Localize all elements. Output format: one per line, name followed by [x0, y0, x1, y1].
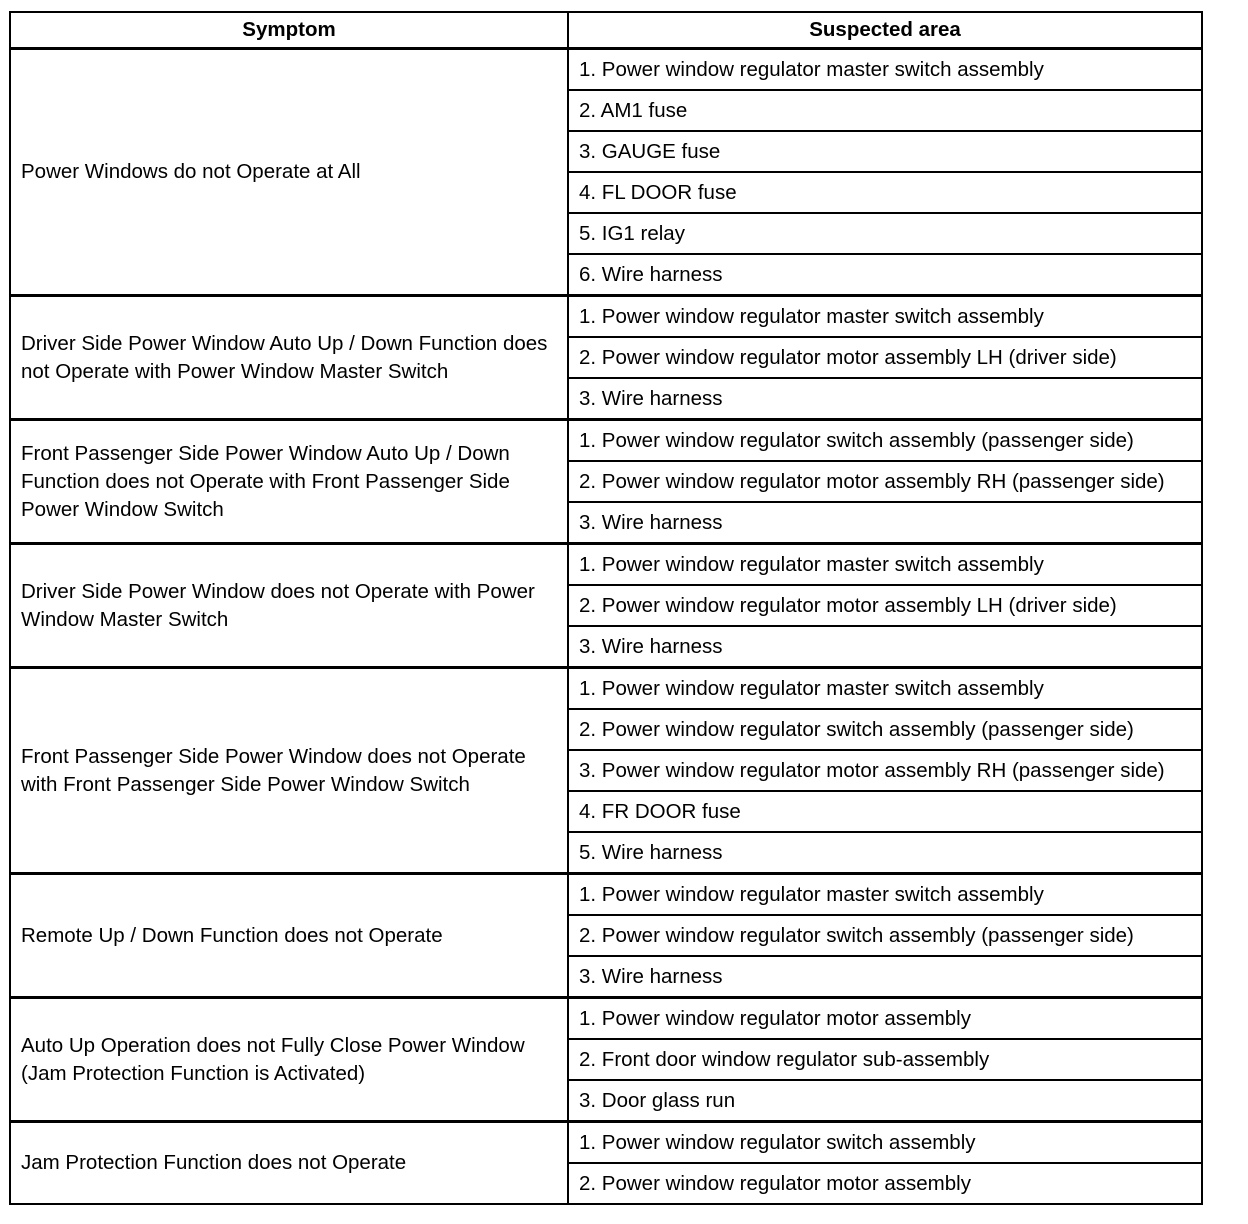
- table-row: [10, 420, 1202, 462]
- symptom-cell: Driver Side Power Window Auto Up / Down Function does not Operate with Power Window Master Switch: [10, 296, 568, 420]
- symptom-cell: Remote Up / Down Function does not Operate: [10, 874, 568, 998]
- suspected-area-column-header: Suspected area: [568, 12, 1202, 49]
- table-row: [10, 874, 1202, 916]
- suspected-area-cell: 3. Wire harness: [568, 956, 1202, 998]
- suspected-area-cell: 2. Power window regulator switch assembly (passenger side): [568, 709, 1202, 750]
- suspected-area-cell: 1. Power window regulator master switch assembly: [568, 874, 1202, 916]
- suspected-area-cell: 6. Wire harness: [568, 254, 1202, 296]
- symptom-column-header: Symptom: [10, 12, 568, 49]
- suspected-area-cell: 2. AM1 fuse: [568, 90, 1202, 131]
- symptom-cell: Front Passenger Side Power Window does not Operate with Front Passenger Side Power Window Switch: [10, 668, 568, 874]
- suspected-area-cell: 2. Power window regulator motor assembly LH (driver side): [568, 585, 1202, 626]
- table-row: [10, 296, 1202, 338]
- suspected-area-cell: 2. Power window regulator motor assembly RH (passenger side): [568, 461, 1202, 502]
- suspected-area-cell: 2. Power window regulator motor assembly: [568, 1163, 1202, 1204]
- suspected-area-cell: 3. Wire harness: [568, 378, 1202, 420]
- suspected-area-cell: 1. Power window regulator master switch assembly: [568, 668, 1202, 710]
- suspected-area-cell: 1. Power window regulator switch assembly: [568, 1122, 1202, 1164]
- suspected-area-cell: 2. Power window regulator motor assembly LH (driver side): [568, 337, 1202, 378]
- suspected-area-cell: 3. GAUGE fuse: [568, 131, 1202, 172]
- suspected-area-cell: 5. Wire harness: [568, 832, 1202, 874]
- suspected-area-cell: 1. Power window regulator switch assembly (passenger side): [568, 420, 1202, 462]
- table-body: [10, 49, 1202, 1205]
- suspected-area-cell: 3. Wire harness: [568, 626, 1202, 668]
- symptom-cell: Auto Up Operation does not Fully Close Power Window (Jam Protection Function is Activated): [10, 998, 568, 1122]
- suspected-area-cell: 3. Door glass run: [568, 1080, 1202, 1122]
- table-row: [10, 998, 1202, 1040]
- suspected-area-cell: 4. FL DOOR fuse: [568, 172, 1202, 213]
- suspected-area-cell: 1. Power window regulator motor assembly: [568, 998, 1202, 1040]
- symptom-cell: Power Windows do not Operate at All: [10, 49, 568, 296]
- symptom-table: [9, 11, 1203, 1205]
- header-row: [10, 12, 1202, 49]
- suspected-area-cell: 1. Power window regulator master switch assembly: [568, 544, 1202, 586]
- suspected-area-cell: 4. FR DOOR fuse: [568, 791, 1202, 832]
- symptom-cell: Jam Protection Function does not Operate: [10, 1122, 568, 1205]
- table-row: [10, 668, 1202, 710]
- suspected-area-cell: 3. Wire harness: [568, 502, 1202, 544]
- symptom-cell: Driver Side Power Window does not Operate with Power Window Master Switch: [10, 544, 568, 668]
- symptom-cell: Front Passenger Side Power Window Auto Up / Down Function does not Operate with Front Passenger Side Power Window Switch: [10, 420, 568, 544]
- table-row: [10, 49, 1202, 91]
- table-row: [10, 1122, 1202, 1164]
- table-row: [10, 544, 1202, 586]
- suspected-area-cell: 1. Power window regulator master switch assembly: [568, 296, 1202, 338]
- suspected-area-cell: 2. Front door window regulator sub-assembly: [568, 1039, 1202, 1080]
- suspected-area-cell: 3. Power window regulator motor assembly RH (passenger side): [568, 750, 1202, 791]
- suspected-area-cell: 2. Power window regulator switch assembly (passenger side): [568, 915, 1202, 956]
- suspected-area-cell: 1. Power window regulator master switch assembly: [568, 49, 1202, 91]
- suspected-area-cell: 5. IG1 relay: [568, 213, 1202, 254]
